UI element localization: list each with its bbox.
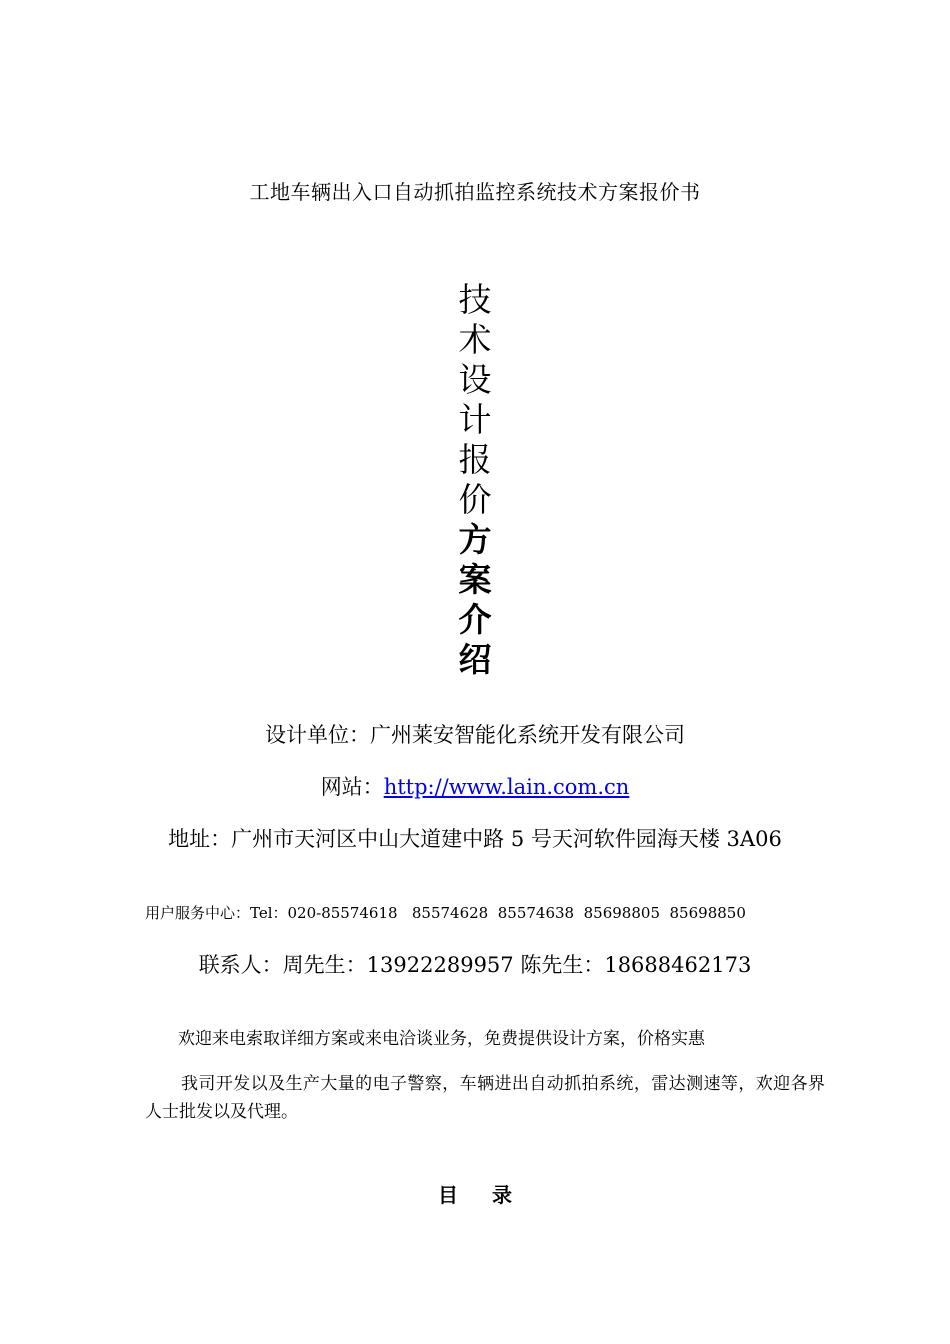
design-unit-line	[0, 720, 950, 750]
title-char: 计	[458, 400, 492, 439]
design-unit-label: 设计单位：	[265, 723, 370, 747]
toc-heading-char: 目	[438, 1183, 458, 1207]
intro-paragraph: 我司开发以及生产大量的电子警察，车辆进出自动抓拍系统，雷达测速等，欢迎各界人士批发以及代理。	[145, 1074, 825, 1122]
service-center-line: 用户服务中心：Tel：020-85574618 85574628 85574638 85698805 85698850	[145, 904, 746, 922]
address-value: 广州市天河区中山大道建中路 5 号天河软件园海天楼 3A06	[231, 827, 782, 851]
toc-heading-char: 录	[492, 1183, 512, 1207]
title-char: 术	[458, 320, 492, 359]
address-line	[0, 824, 950, 854]
title-char-bold: 方	[458, 520, 492, 559]
document-header-title: 工地车辆出入口自动抓拍监控系统技术方案报价书	[249, 180, 701, 204]
title-char-bold: 绍	[458, 640, 492, 679]
website-link[interactable]: http://www.lain.com.cn	[383, 775, 630, 799]
website-label: 网站：	[320, 775, 384, 799]
contact-line: 联系人：周先生：13922289957 陈先生：18688462173	[198, 953, 752, 977]
title-char-bold: 案	[458, 560, 492, 599]
address-label: 地址：	[168, 827, 232, 851]
title-char: 技	[458, 280, 492, 319]
cover-vertical-title	[440, 280, 510, 680]
toc-heading	[0, 1180, 950, 1210]
design-unit-value: 广州莱安智能化系统开发有限公司	[370, 723, 685, 747]
website-line	[0, 772, 950, 802]
title-char: 价	[458, 480, 492, 519]
welcome-text: 欢迎来电索取详细方案或来电洽谈业务，免费提供设计方案，价格实惠	[178, 1029, 705, 1049]
title-char-bold: 介	[458, 600, 492, 639]
title-char: 设	[458, 360, 492, 399]
title-char: 报	[458, 440, 492, 479]
